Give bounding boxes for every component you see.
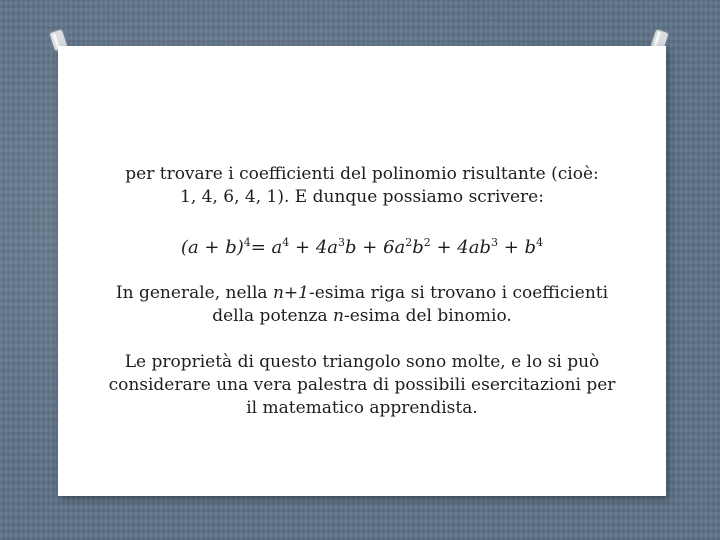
slide-paper — [58, 46, 666, 496]
binomial-formula: $(a + b)^4= a^4 + 4a^3b + 6a^2b^2 + 4ab^3 + b^4$ — [180, 236, 544, 258]
clipped-text-line: per trovare i coefficienti del polinomio risultante (cioè: — [125, 164, 599, 184]
general-rule-line-1: In generale, nella n+1-esima riga si trovano i coefficienti — [115, 283, 609, 303]
properties-line-2: considerare una vera palestra di possibili esercitazioni per — [108, 375, 616, 395]
general-rule-line-2: della potenza n-esima del binomio. — [212, 306, 512, 326]
properties-line-3: il matematico apprendista. — [246, 398, 478, 418]
coefficients-line: 1, 4, 6, 4, 1). E dunque possiamo scrivere: — [180, 187, 544, 207]
properties-line-1: Le proprietà di questo triangolo sono molte, e lo si può — [124, 352, 600, 372]
